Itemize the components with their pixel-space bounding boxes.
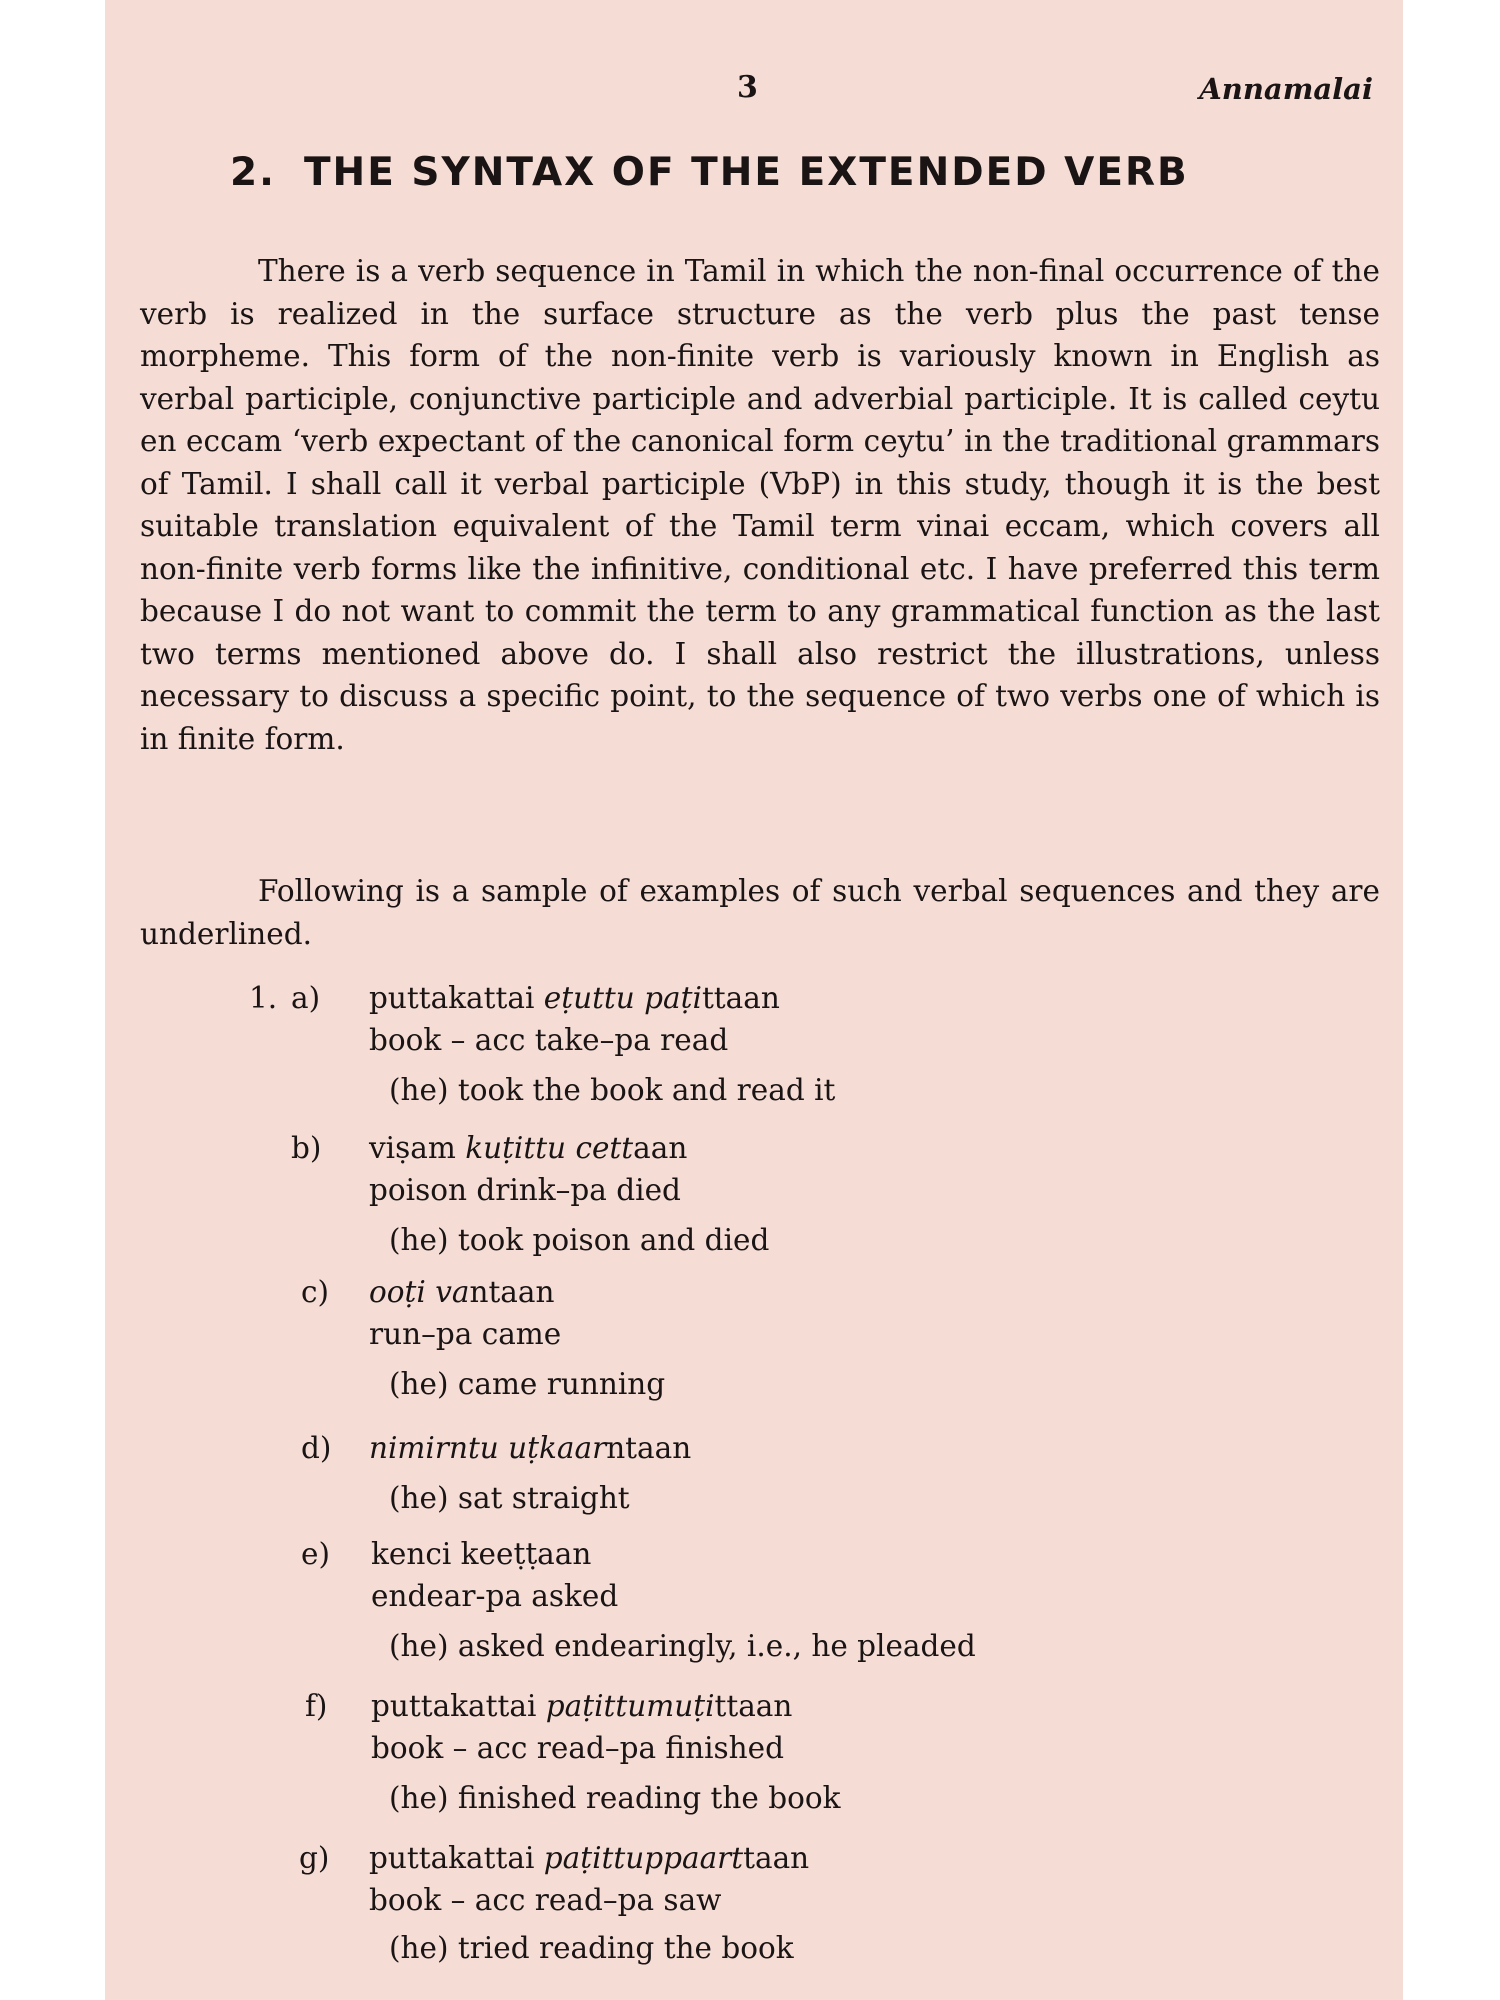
example-translation: (he) asked endearingly, i.e., he pleaded	[389, 1629, 976, 1663]
example-gloss: book – acc read–pa saw	[369, 1883, 722, 1917]
tamil-tail: ntaan	[469, 1275, 555, 1309]
example-tamil	[369, 1428, 691, 1469]
example-translation: (he) finished reading the book	[389, 1781, 841, 1815]
tamil-italic: paṭittumuṭi	[545, 1689, 715, 1723]
example-tamil	[369, 1838, 809, 1879]
example-label: f)	[305, 1689, 328, 1723]
example-label: e)	[301, 1537, 330, 1571]
tamil-tail: taan	[743, 1841, 810, 1875]
example-gloss: run–pa came	[369, 1317, 562, 1351]
example-gloss: book – acc read–pa finished	[371, 1731, 785, 1765]
tamil-tail: ntaan	[606, 1431, 692, 1465]
tamil-italic: nimirntu uṭkaar	[369, 1431, 607, 1465]
example-label: d)	[301, 1431, 332, 1465]
example-label: a)	[291, 981, 321, 1015]
example-tamil	[371, 1686, 792, 1727]
tamil-plain: puttakattai	[369, 1841, 544, 1875]
paragraph-examples-lead: Following is a sample of examples of such verbal sequences and they are underlined.	[140, 874, 1380, 951]
example-label: b)	[291, 1131, 322, 1165]
page-header	[105, 70, 1403, 110]
tamil-tail: ttaan	[714, 1689, 793, 1723]
example-label: g)	[299, 1841, 330, 1875]
example-gloss: poison drink–pa died	[369, 1173, 681, 1207]
section-title: THE SYNTAX OF THE EXTENDED VERB	[303, 150, 1189, 195]
example-tamil: kenci keeṭṭaan	[371, 1537, 592, 1571]
example-tamil	[369, 1272, 554, 1313]
tamil-tail: ttaan	[701, 981, 780, 1015]
example-label: c)	[301, 1275, 330, 1309]
tamil-plain: viṣam	[369, 1131, 466, 1165]
example-translation: (he) sat straight	[389, 1481, 630, 1515]
tamil-italic: paṭittuppaart	[543, 1841, 744, 1875]
example-list-number: 1.	[249, 981, 278, 1015]
example-translation: (he) took poison and died	[389, 1223, 770, 1257]
book-page	[105, 0, 1403, 2000]
section-heading	[230, 150, 1189, 195]
example-translation: (he) took the book and read it	[389, 1073, 836, 1107]
tamil-italic: eṭuttu paṭi	[543, 981, 702, 1015]
example-tamil	[369, 978, 780, 1019]
example-translation: (he) came running	[389, 1367, 666, 1401]
tamil-tail: aan	[633, 1131, 688, 1165]
page-number: 3	[737, 70, 758, 105]
tamil-plain: puttakattai	[369, 981, 544, 1015]
example-tamil	[369, 1128, 687, 1169]
example-gloss: endear-pa asked	[371, 1579, 619, 1613]
tamil-italic: kuṭittu cett	[465, 1131, 634, 1165]
example-gloss: book – acc take–pa read	[369, 1023, 729, 1057]
tamil-italic: ooṭi va	[369, 1275, 470, 1309]
section-number: 2.	[230, 150, 276, 195]
paragraph-intro: There is a verb sequence in Tamil in which the non-final occurrence of the verb is realized in the surface structure as the verb plus the past tense morpheme. This form of the non-finite verb is variously known in English as verbal participle, conjunctive participle and adverbial participle. It is called ceytu en eccam ‘verb expectant of the canonical form ceytu’ in the traditional grammars of Tamil. I shall call it verbal participle (VbP) in this study, though it is the best suitable translation equivalent of the Tamil term vinai eccam, which covers all non-finite verb forms like the infinitive, conditional etc. I have preferred this term because I do not want to commit the term to any grammatical function as the last two terms mentioned above do. I shall also restrict the illustrations, unless necessary to discuss a specific point, to the sequence of two verbs one of which is in finite form.	[140, 254, 1380, 756]
example-translation: (he) tried reading the book	[389, 1931, 794, 1965]
running-head-author: Annamalai	[1199, 72, 1373, 106]
tamil-plain: puttakattai	[371, 1689, 546, 1723]
